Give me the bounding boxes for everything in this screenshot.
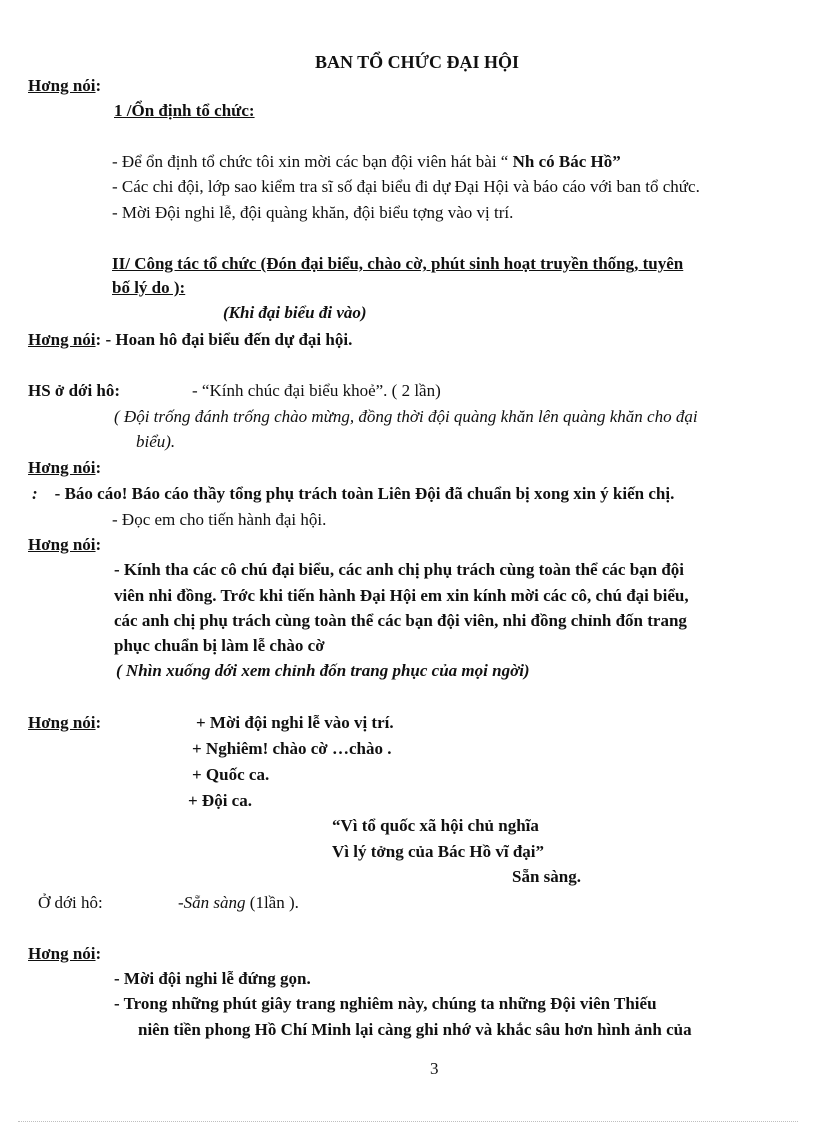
speaker-label: Hơng nói: bbox=[28, 944, 102, 963]
stage-note-entry: (Khi đại biểu đi vào) bbox=[223, 303, 367, 322]
cmd-nghiem: + Nghiêm! chào cờ …chào . bbox=[192, 739, 392, 758]
speaker-hoan-ho: Hơng nói: - Hoan hô đại biểu đến dự đại hội. bbox=[28, 330, 353, 349]
speaker-label: Hơng nói: bbox=[28, 535, 102, 554]
speaker-hs: HS ở dới hô: bbox=[28, 381, 121, 400]
page-title: BAN TỔ CHỨC ĐẠI HỘI bbox=[315, 52, 520, 72]
kinh-line-3: các anh chị phụ trách cùng toàn thể các bạn đội viên, nhi đồng chỉnh đốn trang bbox=[114, 611, 687, 630]
trong-line-2: niên tiền phong Hồ Chí Minh lại càng ghi nhớ và khắc sâu hơn hình ảnh của bbox=[138, 1020, 692, 1039]
san-sang-reply: -Sẵn sàng (1lần ). bbox=[178, 893, 299, 912]
cmd-quoc-ca: + Quốc ca. bbox=[192, 765, 270, 784]
speaker-label: Hơng nói: bbox=[28, 713, 102, 732]
speaker-label: Hơng nói: bbox=[28, 458, 102, 477]
s1-line-3: - Mời Đội nghi lễ, đội quàng khăn, đội biểu tợng vào vị trí. bbox=[112, 203, 514, 222]
slogan-line-2: Vì lý tởng của Bác Hồ vĩ đại” bbox=[332, 842, 545, 861]
slogan-line-1: “Vì tổ quốc xã hội chủ nghĩa bbox=[332, 816, 539, 835]
stage-note-look: ( Nhìn xuống dới xem chỉnh đốn trang phục của mọi ngời) bbox=[116, 661, 530, 680]
cmd-doi-ca: + Đội ca. bbox=[188, 791, 252, 810]
section-2-heading-2: bố lý do ): bbox=[112, 278, 186, 297]
slogan-reply: Sẵn sàng. bbox=[512, 867, 581, 886]
doc-em-line: - Đọc em cho tiến hành đại hội. bbox=[112, 510, 327, 529]
page-edge-divider bbox=[18, 1121, 798, 1122]
s1-line-2: - Các chi đội, lớp sao kiểm tra sĩ số đại biểu đi dự Đại Hội và báo cáo với ban tổ chức. bbox=[112, 177, 700, 196]
page-number: 3 bbox=[430, 1059, 439, 1078]
cmd-moi: + Mời đội nghi lễ vào vị trí. bbox=[196, 713, 394, 732]
trong-line-1: - Trong những phút giây trang nghiêm này, chúng ta những Đội viên Thiếu bbox=[114, 994, 657, 1013]
section-1-heading: 1 /Ổn định tổ chức: bbox=[114, 101, 255, 120]
kinh-line-1: - Kính tha các cô chú đại biểu, các anh chị phụ trách cùng toàn thể các bạn đội bbox=[114, 560, 685, 579]
kinh-line-4: phục chuẩn bị làm lễ chào cờ bbox=[114, 636, 325, 655]
stage-direction-1: ( Đội trống đánh trống chào mừng, đồng thời đội quàng khăn lên quàng khăn cho đại bbox=[114, 407, 698, 426]
s1-line-1: - Để ổn định tổ chức tôi xin mời các bạn đội viên hát bài “ Nh có Bác Hồ” bbox=[112, 152, 621, 171]
speaker-label: Hơng nói: bbox=[28, 76, 102, 95]
section-2-heading-1: II/ Công tác tổ chức (Đón đại biểu, chào cờ, phút sinh hoạt truyền thống, tuyên bbox=[112, 254, 684, 273]
stage-direction-2: biểu). bbox=[136, 432, 176, 451]
speaker-o: Ở dới hô: bbox=[38, 893, 103, 912]
kinh-line-2: viên nhi đồng. Trớc khi tiến hành Đại Hội em xin kính mời các cô, chú đại biểu, bbox=[114, 586, 689, 605]
hs-chuc-line: - “Kính chúc đại biểu khoẻ”. ( 2 lần) bbox=[192, 381, 441, 400]
cmd-moi-dung: - Mời đội nghi lễ đứng gọn. bbox=[114, 969, 311, 988]
bao-cao-line: : - Báo cáo! Báo cáo thầy tổng phụ trách toàn Liên Đội đã chuẩn bị xong xin ý kiến chị. bbox=[32, 484, 675, 503]
